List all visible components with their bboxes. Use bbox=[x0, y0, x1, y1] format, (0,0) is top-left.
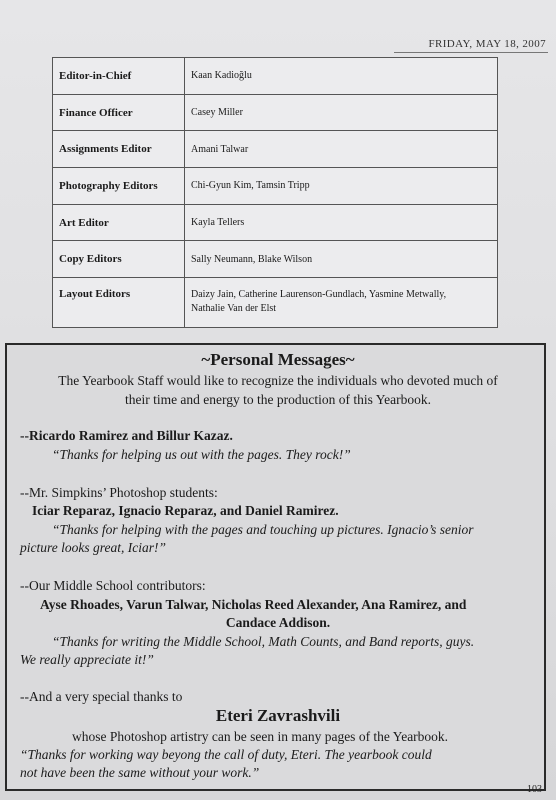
staff-names bbox=[185, 278, 498, 328]
staff-role: Editor-in-Chief bbox=[53, 58, 185, 95]
group2-intro: --Mr. Simpkins’ Photoshop students: bbox=[20, 485, 218, 500]
group4-desc: whose Photoshop artistry can be seen in many pages of the Yearbook. bbox=[72, 729, 449, 744]
staff-role: Layout Editors bbox=[53, 278, 185, 328]
messages-intro bbox=[18, 371, 538, 409]
group3-quote-line: “Thanks for writing the Middle School, Math Counts, and Band reports, guys. bbox=[52, 634, 475, 649]
staff-names-line: Nathalie Van der Elst bbox=[191, 303, 277, 315]
group4-intro: --And a very special thanks to bbox=[20, 689, 183, 704]
group3-names-line: Ayse Rhoades, Varun Talwar, Nicholas Reed Alexander, Ana Ramirez, and bbox=[40, 597, 467, 612]
staff-role: Assignments Editor bbox=[53, 131, 185, 168]
intro-line: The Yearbook Staff would like to recognize the individuals who devoted much of bbox=[58, 373, 498, 388]
intro-line: their time and energy to the production of this Yearbook. bbox=[124, 392, 432, 407]
staff-names: Kaan Kadioğlu bbox=[185, 58, 498, 95]
messages-heading: ~Personal Messages~ bbox=[201, 350, 355, 369]
staff-role: Finance Officer bbox=[53, 94, 185, 131]
staff-names: Casey Miller bbox=[185, 94, 498, 131]
page-number: 103 bbox=[527, 784, 542, 795]
group3-names-line: Candace Addison. bbox=[225, 615, 331, 630]
group4-quote-line: not have been the same without your work.” bbox=[20, 765, 260, 780]
group4-name: Eteri Zavrashvili bbox=[215, 706, 341, 725]
group2-names: Iciar Reparaz, Ignacio Reparaz, and Daniel Ramirez. bbox=[32, 503, 339, 518]
staff-role: Copy Editors bbox=[53, 241, 185, 278]
table-row bbox=[53, 204, 498, 241]
dateline: FRIDAY, MAY 18, 2007 bbox=[428, 38, 546, 50]
group3-quote-line: We really appreciate it!” bbox=[20, 652, 154, 667]
staff-table bbox=[52, 57, 498, 328]
staff-names: Chi-Gyun Kim, Tamsin Tripp bbox=[185, 168, 498, 205]
staff-names: Amani Talwar bbox=[185, 131, 498, 168]
table-row bbox=[53, 58, 498, 95]
staff-names: Kayla Tellers bbox=[185, 204, 498, 241]
group2-quote-line: picture looks great, Iciar!” bbox=[20, 540, 166, 555]
table-row bbox=[53, 168, 498, 205]
group4-quote-line: “Thanks for working way beyong the call of duty, Eteri. The yearbook could bbox=[20, 747, 432, 762]
group1-names: --Ricardo Ramirez and Billur Kazaz. bbox=[20, 428, 233, 443]
group1-quote: “Thanks for helping us out with the pages. They rock!” bbox=[52, 447, 351, 462]
table-row bbox=[53, 94, 498, 131]
group2-quote-line: “Thanks for helping with the pages and touching up pictures. Ignacio’s senior bbox=[52, 522, 474, 537]
table-row bbox=[53, 278, 498, 328]
table-row bbox=[53, 241, 498, 278]
staff-role: Photography Editors bbox=[53, 168, 185, 205]
table-row bbox=[53, 131, 498, 168]
dateline-rule bbox=[394, 52, 548, 53]
staff-names-line: Daizy Jain, Catherine Laurenson-Gundlach, Yasmine Metwally, bbox=[191, 289, 447, 301]
group3-intro: --Our Middle School contributors: bbox=[20, 578, 206, 593]
staff-names: Sally Neumann, Blake Wilson bbox=[185, 241, 498, 278]
staff-role: Art Editor bbox=[53, 204, 185, 241]
